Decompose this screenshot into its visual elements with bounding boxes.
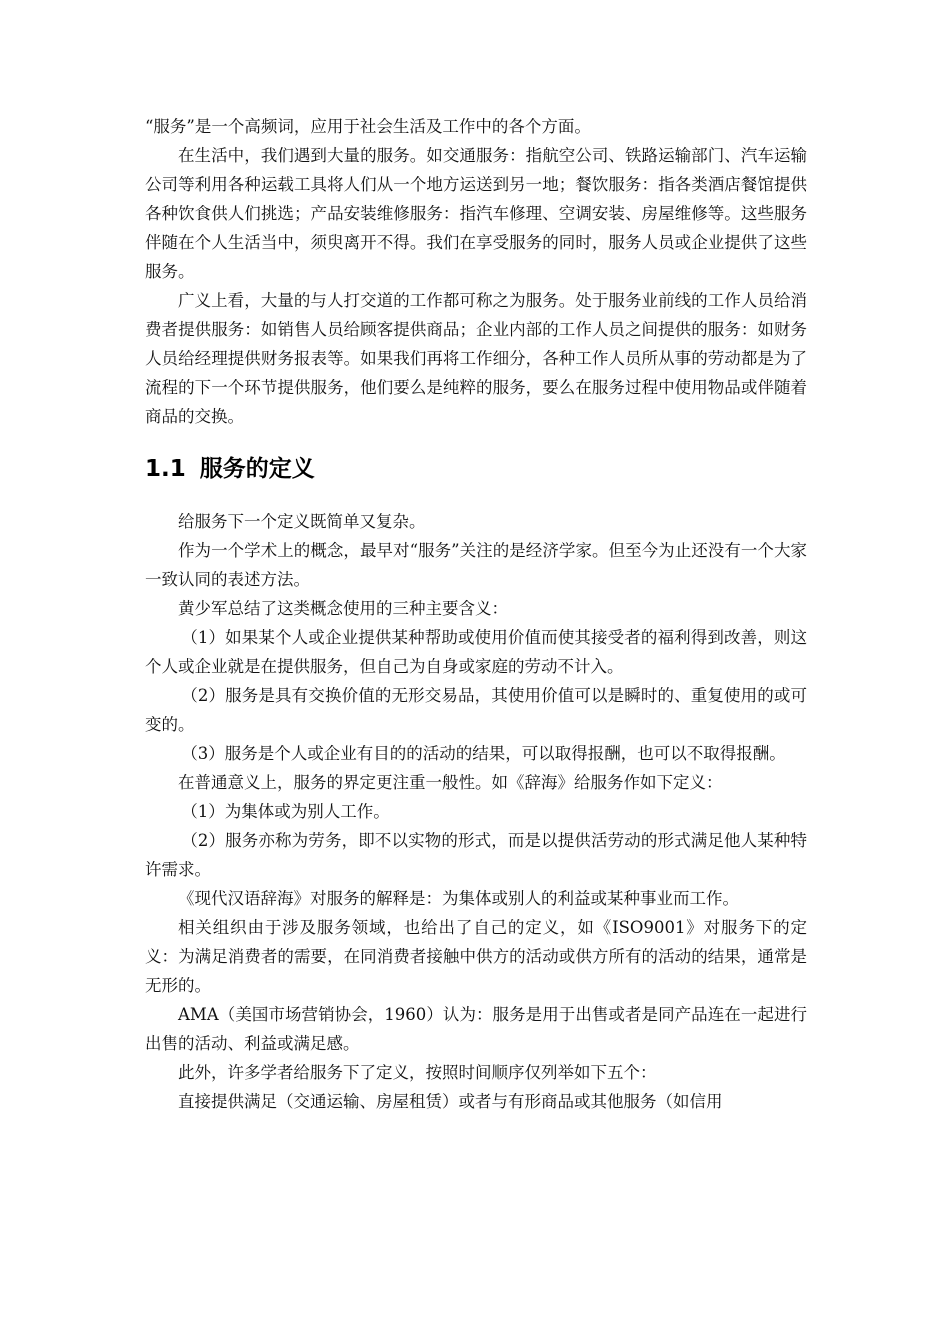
section-paragraph-2: 作为一个学术上的概念，最早对“服务”关注的是经济学家。但至今为止还没有一个大家一致认同的表述方法。 <box>145 541 807 589</box>
document-body <box>145 112 807 1116</box>
section-paragraph-14: 直接提供满足（交通运输、房屋租赁）或者与有形商品或其他服务（如信用 <box>178 1092 723 1111</box>
intro-paragraph-2: 在生活中，我们遇到大量的服务。如交通服务：指航空公司、铁路运输部门、汽车运输公司等利用各种运载工具将人们从一个地方运送到另一地；餐饮服务：指各类酒店餐馆提供各种饮食供人们挑选；产品安装维修服务：指汽车修理、空调安装、房屋维修等。这些服务伴随在个人生活当中，须臾离开不得。我们在享受服务的同时，服务人员或企业提供了这些服务。 <box>145 146 807 281</box>
intro-paragraph-3: 广义上看，大量的与人打交道的工作都可称之为服务。处于服务业前线的工作人员给消费者提供服务：如销售人员给顾客提供商品；企业内部的工作人员之间提供的服务：如财务人员给经理提供财务报表等。如果我们再将工作细分，各种工作人员所从事的劳动都是为了流程的下一个环节提供服务，他们要么是纯粹的服务，要么在服务过程中使用物品或伴随着商品的交换。 <box>145 291 807 426</box>
meaning-item-2: （2）服务是具有交换价值的无形交易品，其使用价值可以是瞬时的、重复使用的或可变的。 <box>145 686 807 734</box>
cihai-item-1: （1）为集体或为别人工作。 <box>181 802 390 821</box>
section-paragraph-12: AMA（美国市场营销协会，1960）认为：服务是用于出售或者是同产品连在一起进行出售的活动、利益或满足感。 <box>145 1005 807 1053</box>
section-paragraph-10: 《现代汉语辞海》对服务的解释是：为集体或别人的利益或某种事业而工作。 <box>178 889 739 908</box>
section-paragraph-1: 给服务下一个定义既简单又复杂。 <box>178 512 426 531</box>
section-paragraph-13: 此外，许多学者给服务下了定义，按照时间顺序仅列举如下五个： <box>178 1063 657 1082</box>
intro-paragraph-1: “服务”是一个高频词，应用于社会生活及工作中的各个方面。 <box>145 117 591 136</box>
meaning-item-1: （1）如果某个人或企业提供某种帮助或使用价值而使其接受者的福利得到改善，则这个人或企业就是在提供服务，但自己为自身或家庭的劳动不计入。 <box>145 628 807 676</box>
section-paragraph-7: 在普通意义上，服务的界定更注重一般性。如《辞海》给服务作如下定义： <box>178 773 723 792</box>
cihai-item-2: （2）服务亦称为劳务，即不以实物的形式，而是以提供活劳动的形式满足他人某种特许需求。 <box>145 831 807 879</box>
section-heading <box>145 454 807 484</box>
section-title: 服务的定义 <box>199 456 315 482</box>
section-number: 1.1 <box>145 456 186 482</box>
section-paragraph-11: 相关组织由于涉及服务领域，也给出了自己的定义，如《ISO9001》对服务下的定义：为满足消费者的需要，在同消费者接触中供方的活动或供方所有的活动的结果，通常是无形的。 <box>145 918 807 995</box>
meaning-item-3: （3）服务是个人或企业有目的的活动的结果，可以取得报酬，也可以不取得报酬。 <box>181 744 786 763</box>
section-paragraph-3: 黄少军总结了这类概念使用的三种主要含义： <box>178 599 508 618</box>
